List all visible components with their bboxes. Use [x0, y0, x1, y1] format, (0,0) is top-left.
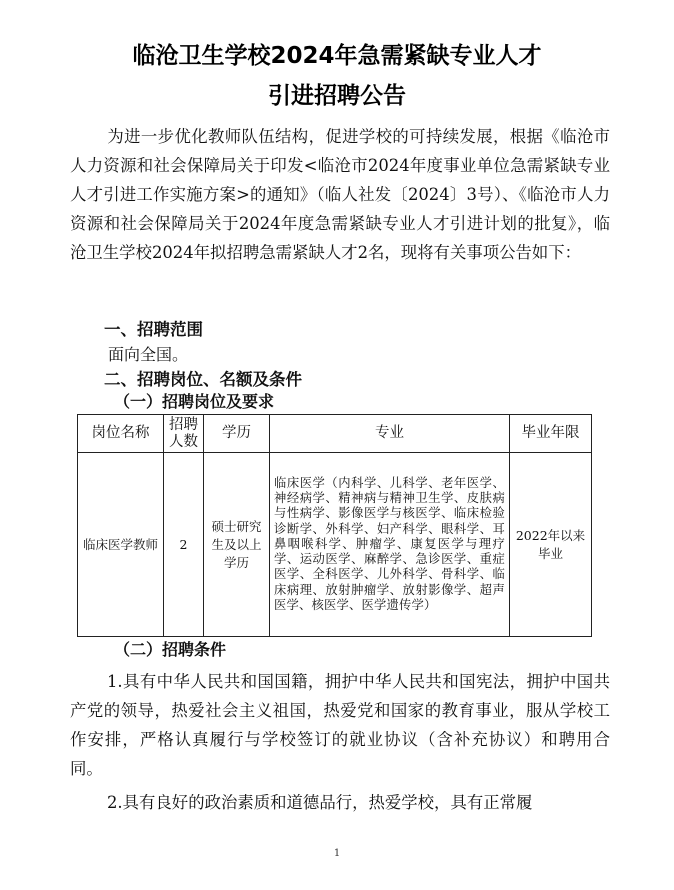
page-number: 1	[333, 848, 341, 859]
positions-table	[77, 414, 592, 637]
condition-item-2	[70, 788, 610, 817]
cell-count: 2	[164, 453, 204, 637]
condition-item-1	[70, 667, 610, 783]
section2-sub2-heading: （二）招聘条件	[114, 640, 227, 659]
header-graduation-year: 毕业年限	[510, 415, 592, 453]
cell-major: 临床医学（内科学、儿科学、老年医学、神经病学、精神病与精神卫生学、皮肤病与性病学、影像医学与核医学、临床检验诊断学、外科学、妇产科学、眼科学、耳鼻咽喉科学、肿瘤学、康复医学与理疗学、运动医学、麻醉学、急诊医学、重症医学、全科医学、儿外科学、骨科学、临床病理、放射肿瘤学、放射影像学、超声医学、核医学、医学遗传学）	[270, 453, 510, 637]
table-row	[78, 453, 592, 637]
document-title-line1: 临沧卫生学校2024年急需紧缺专业人才	[132, 43, 542, 69]
header-major: 专业	[270, 415, 510, 453]
intro-text: 为进一步优化教师队伍结构，促进学校的可持续发展，根据《临沧市人力资源和社会保障局关于印发<临沧市2024年度事业单位急需紧缺专业人才引进工作实施方案>的通知》（临人社发〔2024〕3号）、《临沧市人力资源和社会保障局关于2024年度急需紧缺专业人才引进计划的批复》，临沧卫生学校2024年拟招聘急需紧缺人才2名，现将有关事项公告如下：	[70, 127, 610, 262]
header-post-name: 岗位名称	[78, 415, 164, 453]
section1-text: 面向全国。	[108, 345, 189, 364]
document-title-line2: 引进招聘公告	[268, 83, 406, 109]
section2-heading: 二、招聘岗位、名额及条件	[104, 370, 302, 389]
section2-sub1-heading: （一）招聘岗位及要求	[114, 392, 275, 411]
condition-item-1-text: 1.具有中华人民共和国国籍，拥护中华人民共和国宪法，拥护中国共产党的领导，热爱社会主义祖国，热爱党和国家的教育事业，服从学校工作安排，严格认真履行与学校签订的就业协议（含补充协议）和聘用合同。	[70, 672, 610, 778]
cell-graduation-year: 2022年以来毕业	[510, 453, 592, 637]
cell-post-name: 临床医学教师	[78, 453, 164, 637]
header-count: 招聘人数	[164, 415, 204, 453]
section1-heading: 一、招聘范围	[104, 320, 203, 339]
table-header-row	[78, 415, 592, 453]
header-education: 学历	[204, 415, 270, 453]
cell-education: 硕士研究生及以上学历	[204, 453, 270, 637]
condition-item-2-text: 2.具有良好的政治素质和道德品行，热爱学校，具有正常履	[107, 793, 533, 812]
intro-paragraph	[70, 122, 610, 267]
